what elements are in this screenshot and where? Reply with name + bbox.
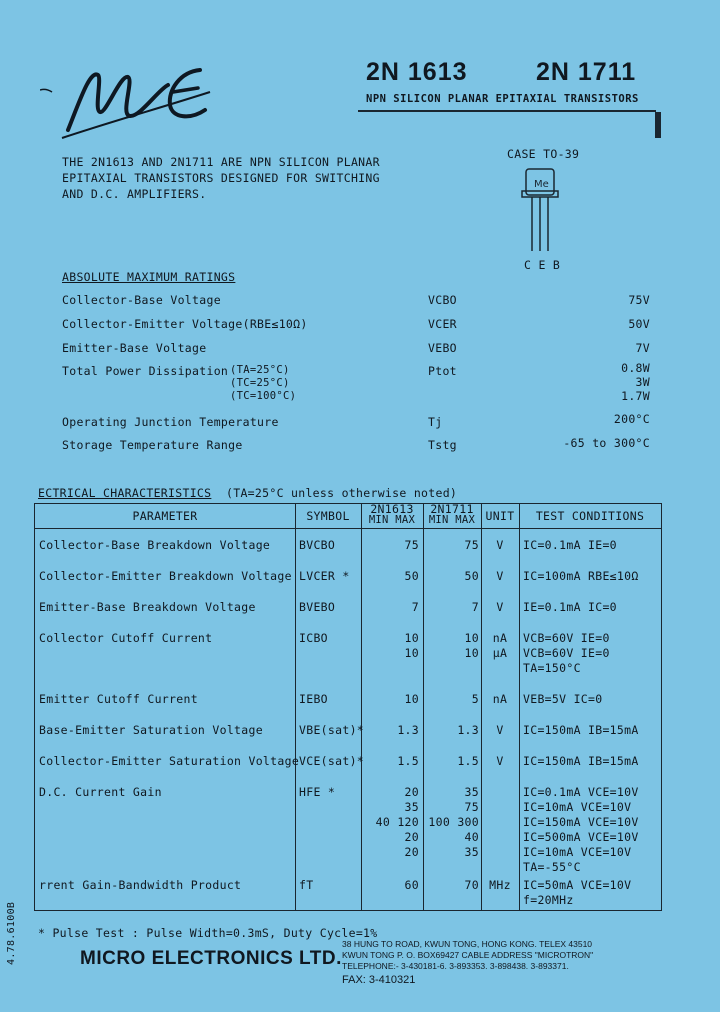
table-row-symbol: fT	[299, 878, 314, 892]
abs-row-cond: (TC=100°C)	[230, 390, 297, 402]
table-row-2n1711-value: 10	[464, 646, 479, 660]
table-row-2n1711-value: 35	[464, 785, 479, 799]
table-row-test-condition: IC=150mA IB=15mA	[523, 754, 639, 768]
table-row-symbol: LVCER *	[299, 569, 350, 583]
header-rule	[358, 110, 656, 112]
table-row-test-condition: VCB=60V IE=0	[523, 631, 610, 645]
table-row-symbol: VCE(sat)*	[299, 754, 365, 768]
table-row-test-condition: IC=50mA VCE=10V	[523, 878, 632, 892]
table-row-2n1711-value: 35	[464, 845, 479, 859]
table-row-unit: V	[496, 600, 504, 614]
col-header-unit: UNIT	[485, 509, 515, 523]
table-row-2n1711-value: 75	[464, 800, 479, 814]
table-row-unit: V	[496, 723, 504, 737]
table-row-test-condition: IE=0.1mA IC=0	[523, 600, 617, 614]
part-number-1711: 2N 1711	[536, 58, 637, 86]
table-row-parameter: Base-Emitter Saturation Voltage	[39, 723, 263, 737]
table-row-test-condition: IC=10mA VCE=10V	[523, 800, 632, 814]
table-row-2n1613-value: 20	[404, 830, 419, 844]
address-line-1: 38 HUNG TO ROAD, KWUN TONG, HONG KONG. TELEX 43510	[342, 939, 593, 949]
table-row-2n1711-value: 40	[464, 830, 479, 844]
abs-row-param: Emitter-Base Voltage	[62, 341, 207, 355]
abs-row-param: Storage Temperature Range	[62, 438, 243, 452]
table-row-parameter: Collector Cutoff Current	[39, 631, 213, 645]
table-row-2n1613-value: 10	[404, 692, 419, 706]
table-row-unit: nA	[492, 692, 508, 706]
table-row-2n1711-value: 75	[464, 538, 479, 552]
abs-row-value: 1.7W	[621, 389, 650, 403]
svg-text:Me: Me	[534, 179, 549, 190]
company-logo	[40, 30, 230, 150]
table-row-2n1613-value: 7	[411, 600, 419, 614]
table-row-2n1613-value: 10	[404, 631, 419, 645]
abs-row-value: 3W	[635, 375, 650, 389]
table-row-unit: MHz	[489, 878, 511, 892]
abs-row-value: 7V	[635, 341, 650, 355]
company-name: MICRO ELECTRONICS LTD.	[80, 948, 342, 969]
table-row-unit: V	[496, 569, 504, 583]
abs-row-param: Collector-Emitter Voltage(RBE≤10Ω)	[62, 317, 308, 331]
col-header-test-conditions: TEST CONDITIONS	[535, 509, 645, 523]
table-row-2n1711-value: 1.3	[457, 723, 479, 737]
table-row-2n1711-value: 7	[471, 600, 479, 614]
part-number-1613: 2N 1613	[366, 58, 468, 86]
table-row-parameter: rrent Gain-Bandwidth Product	[39, 878, 242, 892]
pulse-test-footnote: * Pulse Test : Pulse Width=0.3mS, Duty Cycle=1%	[38, 926, 378, 940]
address-line-2: KWUN TONG P. O. BOX69427 CABLE ADDRESS "MICROTRON"	[342, 950, 594, 960]
abs-row-param: Collector-Base Voltage	[62, 293, 221, 307]
header-bar	[655, 112, 661, 138]
table-row-test-condition: VEB=5V IC=0	[523, 692, 603, 706]
abs-row-param: Total Power Dissipation	[62, 364, 229, 378]
table-row-unit: nA	[492, 631, 508, 645]
abs-row-value: 0.8W	[621, 361, 650, 375]
abs-row-symbol: VCBO	[428, 293, 457, 307]
table-row-test-condition: TA=-55°C	[523, 860, 581, 874]
case-label: CASE TO-39	[507, 147, 580, 161]
table-row-parameter: Emitter-Base Breakdown Voltage	[39, 600, 256, 614]
abs-row-value: 50V	[628, 317, 650, 331]
case-pin-labels: C E B	[524, 258, 561, 272]
table-row-parameter: Collector-Emitter Breakdown Voltage	[39, 569, 292, 583]
table-row-symbol: BVEBO	[299, 600, 336, 614]
table-row-test-condition: f=20MHz	[523, 893, 574, 907]
table-row-2n1613-value: 1.3	[397, 723, 419, 737]
table-row-symbol: HFE *	[299, 785, 336, 799]
abs-max-heading: ABSOLUTE MAXIMUM RATINGS	[62, 270, 236, 284]
table-row-2n1613-value: 60	[404, 878, 419, 892]
table-row-test-condition: IC=150mA IB=15mA	[523, 723, 639, 737]
col-header-minmax: MIN MAX	[428, 514, 476, 526]
table-row-2n1711-value: 70	[464, 878, 479, 892]
abs-row-symbol: Tj	[428, 415, 443, 429]
side-document-code: 4.78.6100B	[6, 901, 17, 965]
table-row-test-condition: TA=150°C	[523, 661, 581, 675]
intro-line-2: EPITAXIAL TRANSISTORS DESIGNED FOR SWITCHING	[62, 171, 380, 185]
address-line-3: TELEPHONE:- 3-430181-6. 3-893353. 3-898438. 3-893371.	[342, 961, 569, 971]
abs-row-symbol: Ptot	[428, 364, 457, 378]
col-header-symbol: SYMBOL	[306, 509, 350, 523]
abs-row-symbol: VCER	[428, 317, 457, 331]
table-row-2n1711-value: 50	[464, 569, 479, 583]
table-row-2n1613-value: 40 120	[375, 815, 419, 829]
abs-row-value: -65 to 300°C	[563, 436, 650, 450]
intro-line-3: AND D.C. AMPLIFIERS.	[62, 187, 207, 201]
table-row-parameter: Collector-Emitter Saturation Voltage	[39, 754, 300, 768]
table-row-test-condition: IC=10mA VCE=10V	[523, 845, 632, 859]
col-header-2n1613: 2N1613	[370, 502, 414, 516]
table-row-2n1613-value: 20	[404, 845, 419, 859]
table-row-symbol: ICBO	[299, 631, 328, 645]
table-row-symbol: IEBO	[299, 692, 328, 706]
table-row-test-condition: IC=0.1mA VCE=10V	[523, 785, 639, 799]
table-row-2n1613-value: 35	[404, 800, 419, 814]
abs-row-symbol: VEBO	[428, 341, 457, 355]
table-row-2n1711-value: 1.5	[457, 754, 479, 768]
table-row-test-condition: IC=0.1mA IE=0	[523, 538, 617, 552]
table-row-test-condition: IC=500mA VCE=10V	[523, 830, 639, 844]
table-row-2n1613-value: 50	[404, 569, 419, 583]
abs-row-symbol: Tstg	[428, 438, 457, 452]
abs-row-cond: (TC=25°C)	[230, 377, 290, 389]
abs-row-cond: (TA=25°C)	[230, 364, 290, 376]
table-row-2n1613-value: 1.5	[397, 754, 419, 768]
table-row-unit: V	[496, 754, 504, 768]
abs-row-param: Operating Junction Temperature	[62, 415, 279, 429]
abs-row-value: 75V	[628, 293, 650, 307]
elec-heading-cond: (TA=25°C unless otherwise noted)	[226, 486, 458, 500]
table-row-parameter: D.C. Current Gain	[39, 785, 162, 799]
table-row-parameter: Emitter Cutoff Current	[39, 692, 198, 706]
abs-row-value: 200°C	[613, 412, 650, 426]
case-outline-drawing	[512, 163, 572, 258]
table-row-parameter: Collector-Base Breakdown Voltage	[39, 538, 271, 552]
table-row-symbol: BVCBO	[299, 538, 336, 552]
table-row-2n1711-value: 10	[464, 631, 479, 645]
table-row-unit: µA	[492, 646, 508, 660]
fax-number: FAX: 3-410321	[342, 974, 416, 986]
electrical-characteristics-table	[34, 503, 662, 911]
table-row-2n1613-value: 10	[404, 646, 419, 660]
table-row-test-condition: VCB=60V IE=0	[523, 646, 610, 660]
table-row-test-condition: IC=150mA VCE=10V	[523, 815, 639, 829]
table-row-2n1613-value: 20	[404, 785, 419, 799]
table-row-2n1711-value: 5	[471, 692, 479, 706]
table-row-2n1711-value: 100 300	[428, 815, 479, 829]
header-subtitle: NPN SILICON PLANAR EPITAXIAL TRANSISTORS	[366, 93, 639, 105]
table-row-test-condition: IC=100mA RBE≤10Ω	[523, 569, 639, 583]
table-row-2n1613-value: 75	[404, 538, 419, 552]
intro-line-1: THE 2N1613 AND 2N1711 ARE NPN SILICON PLANAR	[62, 155, 380, 169]
col-header-parameter: PARAMETER	[132, 509, 198, 523]
table-row-symbol: VBE(sat)*	[299, 723, 365, 737]
col-header-minmax: MIN MAX	[368, 514, 416, 526]
elec-heading: ECTRICAL CHARACTERISTICS	[38, 486, 212, 500]
col-header-2n1711: 2N1711	[430, 502, 474, 516]
table-row-unit: V	[496, 538, 504, 552]
